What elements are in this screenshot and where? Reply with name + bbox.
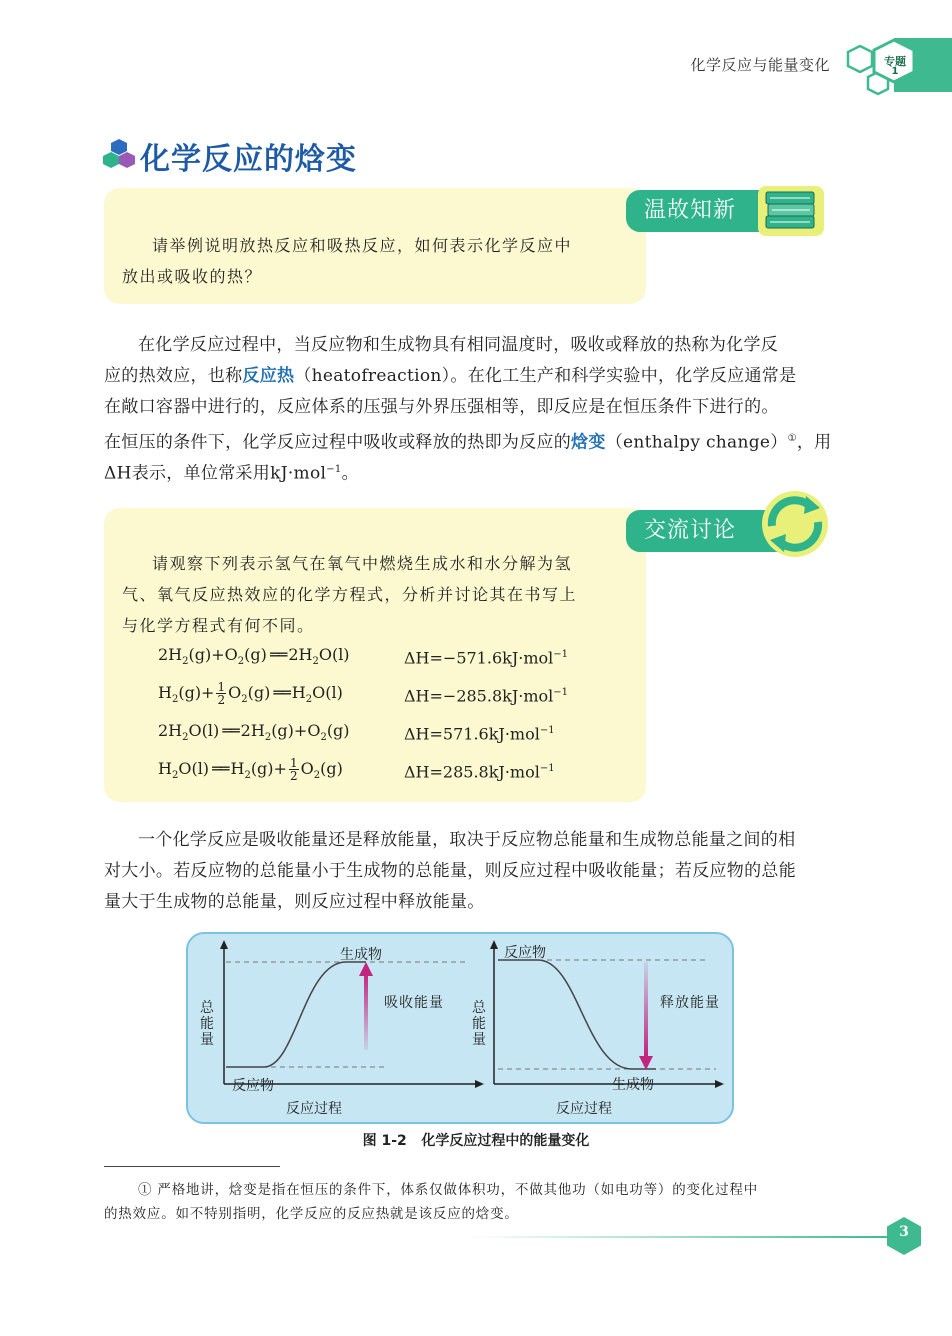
- left-xlabel: 反应过程: [286, 1101, 342, 1117]
- left-arrow-label: 吸收能量: [384, 995, 444, 1011]
- paragraph-2-line1: 一个化学反应是吸收能量还是释放能量，取决于反应物总能量和生成物总能量之间的相: [138, 830, 796, 850]
- paragraph-1-line2: 应的热效应，也称反应热（heatofreaction）。在化工生产和科学实验中，化学反应通常是: [104, 366, 797, 386]
- keyword-reaction-heat: 反应热: [242, 366, 295, 386]
- review-question-line1: 请举例说明放热反应和吸热反应，如何表示化学反应中: [152, 236, 573, 255]
- paragraph-2-line3: 量大于生成物的总能量，则反应过程中释放能量。: [104, 892, 485, 912]
- left-bottom-label: 反应物: [232, 1078, 274, 1094]
- equation-1: $2H_2(g)+O_2(g)$ ══ $2H_2O(l)$: [158, 645, 350, 668]
- review-tag: 温故知新: [626, 190, 790, 232]
- equation-1-enthalpy: ΔH=−571.6kJ·mol$^{-1}$: [404, 648, 568, 668]
- figure-caption: 图 1-2 化学反应过程中的能量变化: [362, 1133, 590, 1149]
- paragraph-1-line5: ΔH表示，单位常采用kJ·mol$^{-1}$。: [104, 463, 359, 484]
- section-title: 化学反应的焓变: [140, 142, 357, 177]
- left-top-label: 生成物: [340, 947, 382, 963]
- discussion-tag: 交流讨论: [626, 510, 790, 552]
- keyword-enthalpy-change: 焓变: [571, 432, 606, 453]
- footnote-divider: [104, 1166, 280, 1167]
- discussion-text-line2: 气、氧气反应热效应的化学方程式，分析并讨论其在书写上: [122, 585, 578, 604]
- header-chapter-title: 化学反应与能量变化: [690, 56, 830, 74]
- equation-3: $2H_2O(l)$ ══ $2H_2(g)+O_2(g)$: [158, 721, 350, 744]
- equation-2-enthalpy: ΔH=−285.8kJ·mol$^{-1}$: [404, 686, 568, 706]
- footnote-marker: ①: [787, 433, 797, 444]
- page-number: 3: [899, 1224, 909, 1240]
- discussion-text-line1: 请观察下列表示氢气在氧气中燃烧生成水和水分解为氢: [152, 554, 573, 573]
- book-stack-icon: [756, 180, 828, 238]
- energy-diagrams: [186, 932, 734, 1124]
- paragraph-2-line2: 对大小。若反应物的总能量小于生成物的总能量，则反应过程中吸收能量；若反应物的总能: [104, 861, 796, 881]
- right-ylabel: 总能量: [472, 1000, 486, 1048]
- right-xlabel: 反应过程: [556, 1101, 612, 1117]
- left-ylabel: 总能量: [200, 1000, 214, 1048]
- paragraph-1-line1: 在化学反应过程中，当反应物和生成物具有相同温度时，吸收或释放的热称为化学反: [138, 335, 779, 355]
- equation-2: $H_2(g)+$ $\frac{1}{2}$ $O_2(g)$ ══ $H_2O(l)$: [158, 680, 343, 707]
- cube-cluster-icon: [102, 138, 136, 170]
- footnote-line2: 的热效应。如不特别指明，化学反应的反应热就是该反应的焓变。: [104, 1206, 519, 1222]
- exothermic-diagram: [490, 940, 724, 1088]
- header-badge-label: 专题: [884, 55, 906, 68]
- review-question-line2: 放出或吸收的热？: [122, 267, 263, 286]
- recycle-arrows-icon: [758, 488, 832, 560]
- paragraph-1-line4: 在恒压的条件下，化学反应过程中吸收或释放的热即为反应的焓变（enthalpy change）①，用: [104, 432, 832, 453]
- equation-4: $H_2O(l)$ ══ $H_2(g)+$ $\frac{1}{2}$ $O_2(g)$: [158, 756, 343, 783]
- paragraph-1-line3: 在敞口容器中进行的，反应体系的压强与外界压强相等，即反应是在恒压条件下进行的。: [104, 397, 779, 417]
- discussion-text-line3: 与化学方程式有何不同。: [122, 616, 315, 635]
- page-number-bar: [470, 1236, 890, 1238]
- footnote-line1: ① 严格地讲，焓变是指在恒压的条件下，体系仅做体积功，不做其他功（如电功等）的变化过程中: [138, 1182, 758, 1198]
- footnote: [104, 1178, 856, 1226]
- right-arrow-label: 释放能量: [660, 995, 720, 1011]
- equation-4-enthalpy: ΔH=285.8kJ·mol$^{-1}$: [404, 762, 555, 782]
- right-bottom-label: 生成物: [612, 1077, 654, 1093]
- header-badge-number: 1: [891, 66, 899, 77]
- equation-3-enthalpy: ΔH=571.6kJ·mol$^{-1}$: [404, 724, 555, 744]
- right-top-label: 反应物: [504, 945, 546, 961]
